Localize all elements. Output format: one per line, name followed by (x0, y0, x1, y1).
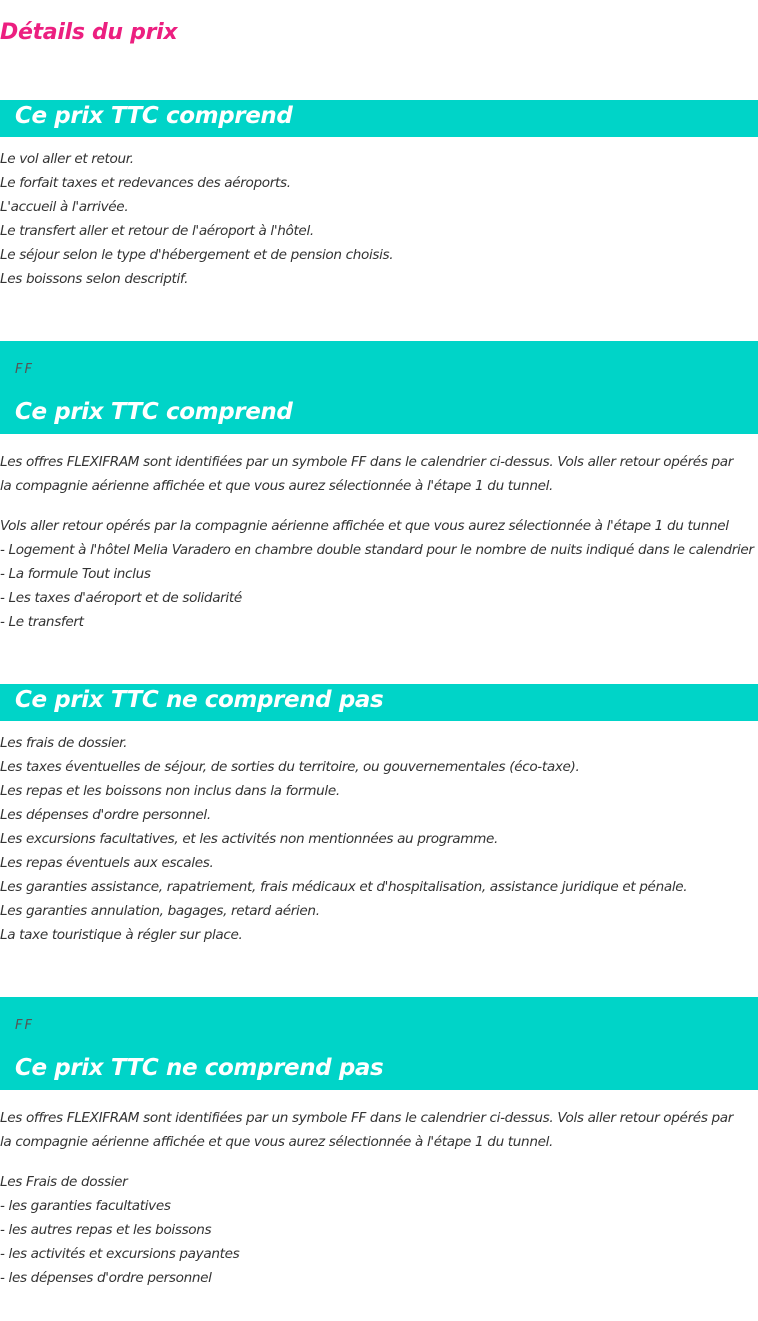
list-item: - les activités et excursions payantes (0, 1246, 240, 1262)
list-item: Les frais de dossier. (0, 735, 128, 751)
list-item: - les garanties facultatives (0, 1198, 171, 1214)
section-title: Ce prix TTC comprend (15, 103, 293, 129)
ff-tag: FF (15, 1018, 34, 1033)
excludes-list (0, 731, 758, 947)
ff-intro-paragraph: Les offres FLEXIFRAM sont identifiées par un symbole FF dans le calendrier ci-dessus. Vols aller retour opérés par la compagnie aérienne affichée et que vous aurez sélectionnée à l'étape 1 du tunnel. (0, 1110, 734, 1150)
ff-excludes-list (0, 1170, 758, 1290)
page-title: Détails du prix (0, 20, 178, 45)
list-item: - La formule Tout inclus (0, 566, 151, 582)
list-item: Les repas éventuels aux escales. (0, 855, 214, 871)
includes-list (0, 147, 758, 291)
section-title: Ce prix TTC ne comprend pas (15, 1055, 384, 1081)
list-item: L'accueil à l'arrivée. (0, 199, 129, 215)
list-item: Le vol aller et retour. (0, 151, 134, 167)
list-item: Les garanties annulation, bagages, retard aérien. (0, 903, 320, 919)
list-item: Les garanties assistance, rapatriement, frais médicaux et d'hospitalisation, assistance juridique et pénale. (0, 879, 688, 895)
list-item: La taxe touristique à régler sur place. (0, 927, 243, 943)
list-item: Les excursions facultatives, et les activités non mentionnées au programme. (0, 831, 499, 847)
section-header-excludes (0, 684, 758, 721)
list-item: Le séjour selon le type d'hébergement et de pension choisis. (0, 247, 394, 263)
list-item: Vols aller retour opérés par la compagnie aérienne affichée et que vous aurez sélectionnée à l'étape 1 du tunnel (0, 518, 729, 534)
section-header-ff-includes (0, 341, 758, 434)
list-item: - Logement à l'hôtel Melia Varadero en chambre double standard pour le nombre de nuits indiqué dans le calendrier (0, 542, 754, 558)
list-item: Les repas et les boissons non inclus dans la formule. (0, 783, 340, 799)
list-item: Les Frais de dossier (0, 1174, 128, 1190)
ff-includes-list (0, 514, 758, 634)
list-item: Le transfert aller et retour de l'aéroport à l'hôtel. (0, 223, 314, 239)
list-item: - les autres repas et les boissons (0, 1222, 212, 1238)
list-item: - Les taxes d'aéroport et de solidarité (0, 590, 242, 606)
section-title: Ce prix TTC comprend (15, 399, 293, 425)
list-item: Les boissons selon descriptif. (0, 271, 189, 287)
section-header-ff-excludes (0, 997, 758, 1090)
list-item: - les dépenses d'ordre personnel (0, 1270, 212, 1286)
list-item: Les taxes éventuelles de séjour, de sorties du territoire, ou gouvernementales (éco-taxe). (0, 759, 580, 775)
list-item: - Le transfert (0, 614, 84, 630)
list-item: Le forfait taxes et redevances des aéroports. (0, 175, 291, 191)
list-item: Les dépenses d'ordre personnel. (0, 807, 211, 823)
section-header-includes (0, 100, 758, 137)
ff-tag: FF (15, 362, 34, 377)
section-title: Ce prix TTC ne comprend pas (15, 687, 384, 713)
ff-intro-paragraph: Les offres FLEXIFRAM sont identifiées par un symbole FF dans le calendrier ci-dessus. Vols aller retour opérés par la compagnie aérienne affichée et que vous aurez sélectionnée à l'étape 1 du tunnel. (0, 454, 734, 494)
